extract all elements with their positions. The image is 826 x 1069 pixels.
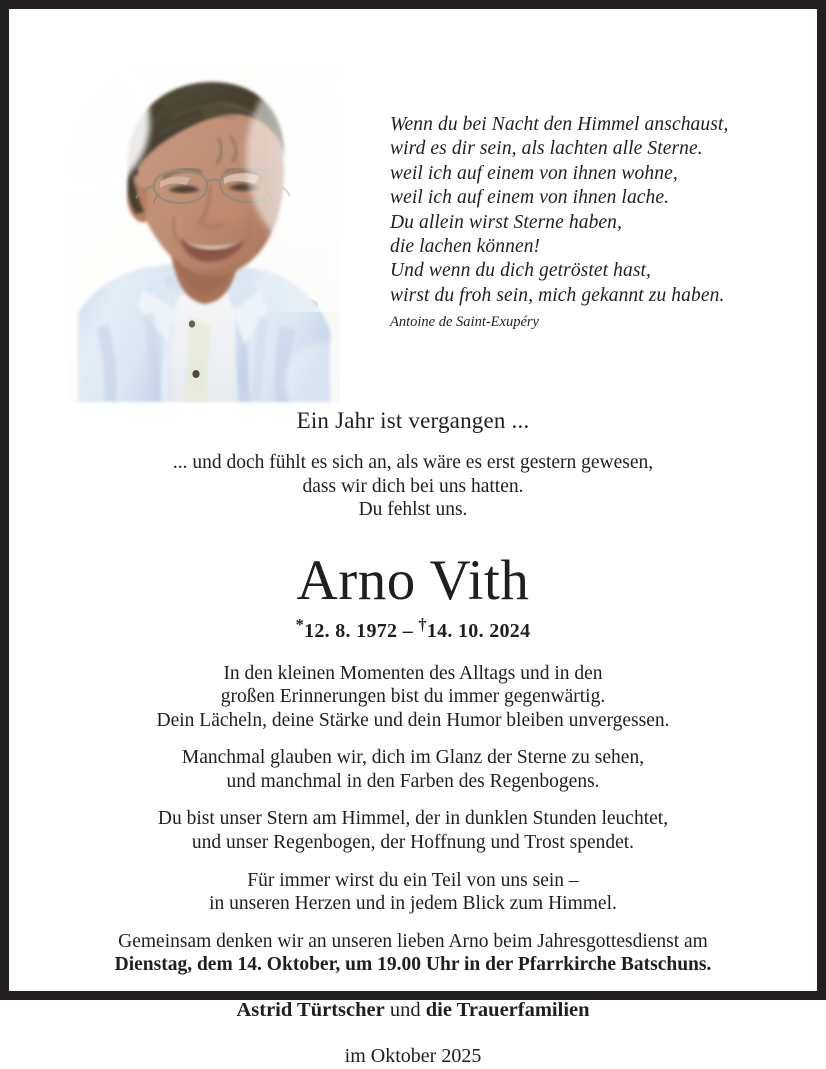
deceased-name: Arno Vith [296, 548, 530, 612]
life-dates [9, 614, 817, 643]
verse-line: Du bist unser Stern am Himmel, der in dunklen Stunden leuchtet, [157, 808, 669, 830]
signature-connector: und [384, 999, 426, 1022]
verse-line: Für immer wirst du ein Teil von uns sein – [247, 869, 579, 891]
photo-and-poem-region [9, 9, 817, 399]
birth-date: 12. 8. 1972 [304, 619, 398, 642]
stanza [9, 746, 817, 793]
verse-line: in unseren Herzen und in jedem Blick zum Himmel. [209, 893, 617, 915]
poem-line: die lachen können! [390, 236, 541, 258]
verse-line: Manchmal glauben wir, dich im Glanz der Sterne zu sehen, [181, 747, 645, 769]
poem-line: Und wenn du dich getröstet hast, [390, 260, 652, 282]
portrait-photo [68, 62, 340, 402]
memorial-text-region [9, 407, 817, 1069]
poem-line: wirst du froh sein, mich gekannt zu haben. [390, 284, 725, 306]
intro-line: Du fehlst uns. [358, 499, 468, 520]
stanza [9, 662, 817, 733]
poem-line: weil ich auf einem von ihnen lache. [390, 187, 670, 209]
poem-line: Du allein wirst Sterne haben, [390, 211, 623, 233]
poem-attribution: Antoine de Saint-Exupéry [390, 314, 539, 331]
verse-line: großen Erinnerungen bist du immer gegenwärtig. [220, 686, 606, 708]
poem-block [390, 113, 810, 331]
notice-page [9, 9, 817, 1068]
poem-line: Wenn du bei Nacht den Himmel anschaust, [390, 114, 729, 135]
verse-line: und unser Regenbogen, der Hoffnung und Trost spendet. [191, 832, 635, 854]
stanza [9, 869, 817, 916]
verses-block [9, 662, 817, 978]
closing-date: im Oktober 2025 [344, 1045, 482, 1068]
signature-primary: Astrid Türtscher [236, 999, 385, 1022]
signature-secondary: die Trauerfamilien [425, 999, 590, 1022]
death-date: 14. 10. 2024 [426, 619, 531, 642]
intro-line: dass wir dich bei uns hatten. [302, 475, 524, 497]
date-separator: – [402, 619, 413, 642]
intro-block [9, 451, 817, 522]
verse-line: und manchmal in den Farben des Regenbogens. [226, 770, 600, 792]
service-announcement [9, 930, 817, 977]
portrait-photo-image [68, 62, 340, 402]
signature-line [9, 997, 817, 1023]
death-symbol: † [418, 614, 427, 634]
verse-line: In den kleinen Momenten des Alltags und in den [223, 662, 603, 684]
poem-line: wird es dir sein, als lachten alle Sterne. [390, 138, 703, 160]
intro-line: ... und doch fühlt es sich an, als wäre es erst gestern gewesen, [172, 452, 654, 473]
service-line: Gemeinsam denken wir an unseren lieben Arno beim Jahresgottesdienst am [118, 930, 708, 952]
service-details: Dienstag, dem 14. Oktober, um 19.00 Uhr in der Pfarrkirche Batschuns. [114, 954, 712, 976]
headline: Ein Jahr ist vergangen ... [296, 408, 530, 433]
verse-line: Dein Lächeln, deine Stärke und dein Humor bleiben unvergessen. [156, 709, 670, 731]
stanza [9, 807, 817, 854]
birth-symbol: * [295, 614, 305, 634]
poem-line: weil ich auf einem von ihnen wohne, [390, 162, 678, 184]
